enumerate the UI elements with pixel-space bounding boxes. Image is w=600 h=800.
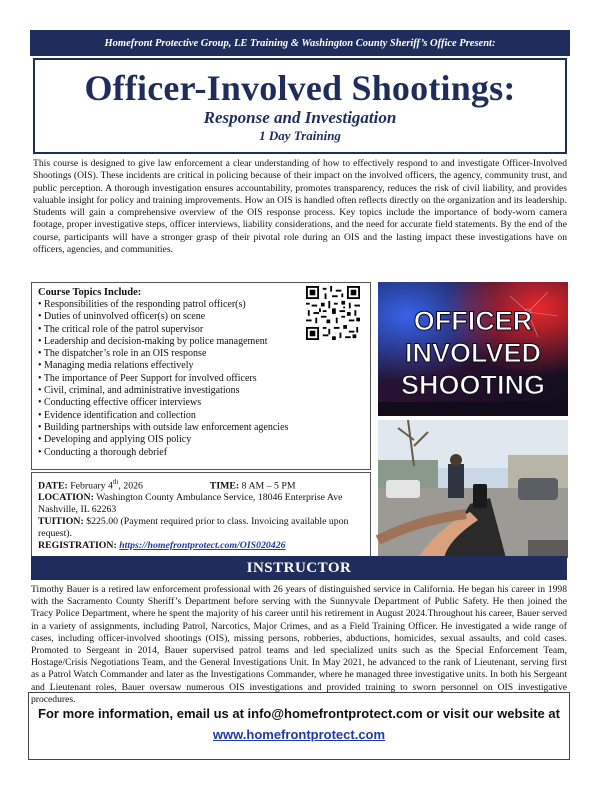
tuition-row: [38, 516, 364, 540]
instructor-heading-bar: [31, 556, 567, 580]
list-item: • Evidence identification and collection: [38, 410, 364, 422]
contact-text: For more information, email us at info@homefrontprotect.com or visit our website at: [38, 706, 560, 721]
list-item: • Civil, criminal, and administrative investigations: [38, 385, 364, 397]
image-text-line1: OFFICER: [413, 306, 533, 336]
course-topics-heading: Course Topics Include:: [38, 287, 142, 298]
top-banner: [30, 30, 570, 56]
page-subtitle: Response and Investigation: [203, 108, 397, 127]
event-details-box: [31, 472, 371, 560]
registration-row: [38, 540, 364, 552]
contact-box: [28, 692, 570, 760]
date-year: , 2026: [118, 480, 143, 492]
location-line2: Nashville, IL 62263: [38, 504, 117, 516]
title-box: [33, 58, 567, 154]
officer-involved-shooting-image: [378, 282, 568, 416]
location-label: LOCATION:: [38, 492, 94, 504]
list-item: • The importance of Peer Support for involved officers: [38, 373, 364, 385]
image-text-line2: INVOLVED: [404, 338, 542, 368]
date-suffix: th: [112, 478, 119, 486]
tuition-label: TUITION:: [38, 516, 84, 528]
time-value: 8 AM – 5 PM: [241, 480, 296, 492]
list-item: • Responsibilities of the responding patrol officer(s): [38, 299, 364, 311]
location-row: [38, 492, 364, 504]
date-value: February 4: [70, 480, 113, 492]
registration-label: REGISTRATION:: [38, 540, 117, 552]
list-item: • Duties of uninvolved officer(s) on scene: [38, 311, 364, 323]
date-time-row: [38, 476, 364, 492]
list-item: • Leadership and decision-making by police management: [38, 336, 364, 348]
training-duration: 1 Day Training: [259, 128, 341, 143]
list-item: • Conducting a thorough debrief: [38, 447, 364, 459]
list-item: • Conducting effective officer interviews: [38, 397, 364, 409]
tuition-value: $225.00 (Payment required prior to class. Invoicing available upon request).: [38, 516, 349, 540]
location-line1: Washington County Ambulance Service, 18046 Enterprise Ave: [96, 492, 343, 504]
list-item: • Managing media relations effectively: [38, 360, 364, 372]
list-item: • The critical role of the patrol supervisor: [38, 324, 364, 336]
list-item: • Building partnerships with outside law enforcement agencies: [38, 422, 364, 434]
registration-link[interactable]: https://homefrontprotect.com/OIS020426: [119, 540, 286, 552]
instructor-bio: Timothy Bauer is a retired law enforcement professional with 26 years of distinguished service in California. He began his career in 1998 with the Sacramento County Sheriff’s Department before serving with the Sunnyvale Department of Public Safety. He then joined the Tracy Police Department, where he spent the majority of his career until his retirement in August 2024.Throughout his career, Bauer served in a variety of assignments, including Patrol, Narcotics, Major Crimes, and as a Field Training Officer. He investigated a wide range of cases, including officer-involved shootings (OIS), missing persons, robberies, abductions, homicides, sexual assaults, and cold cases. Promoted to Sergeant in 2014, Bauer supervised patrol teams and led specialized units such as the Special Enforcement Team, Hostage/Crisis Negotiations Team, and the General Investigations Unit. In May 2021, he advanced to the rank of Lieutenant, serving first as a Patrol Watch Commander and later as the Investigations Commander, where he managed three investigative units. In both his Sergeant and Lieutenant roles, Bauer oversaw numerous OIS investigations and provided training to sworn personnel on OIS investigative procedures.: [31, 584, 567, 705]
body-camera-scene-image: [378, 420, 568, 558]
list-item: • The dispatcher’s role in an OIS response: [38, 348, 364, 360]
page-title: Officer-Involved Shootings:: [84, 68, 516, 108]
time-label: TIME:: [209, 480, 240, 492]
course-description: This course is designed to give law enforcement a clear understanding of how to effectively respond to and investigate Officer-Involved Shootings (OIS). These incidents are critical in policing because of their impact on the involved officers, the agency, community trust, and public perception. A thorough investigation ensures accountability, promotes transparency, reduces the risk of civil liability, and provides valuable insight for policy and training improvements. How an OIS is handled often reflects directly on the organization and its leadership. Students will gain a comprehensive overview of the OIS response process. Key topics include the importance of body-worn camera footage, proper investigative steps, officer interviews, liability considerations, and the need for accurate field statements. By the end of the course, participants will have a stronger grasp of their pivotal role during an OIS and the lasting impact these investigations have on officers, agencies, and communities.: [33, 158, 567, 256]
banner-text: Homefront Protective Group, LE Training & Washington County Sheriff’s Office Present:: [104, 37, 496, 49]
instructor-heading: INSTRUCTOR: [246, 559, 352, 576]
image-text-line3: SHOOTING: [400, 370, 546, 400]
date-label: DATE:: [38, 480, 68, 492]
qr-code-icon[interactable]: [306, 286, 360, 340]
list-item: • Developing and applying OIS policy: [38, 434, 364, 446]
website-link[interactable]: www.homefrontprotect.com: [212, 727, 386, 742]
